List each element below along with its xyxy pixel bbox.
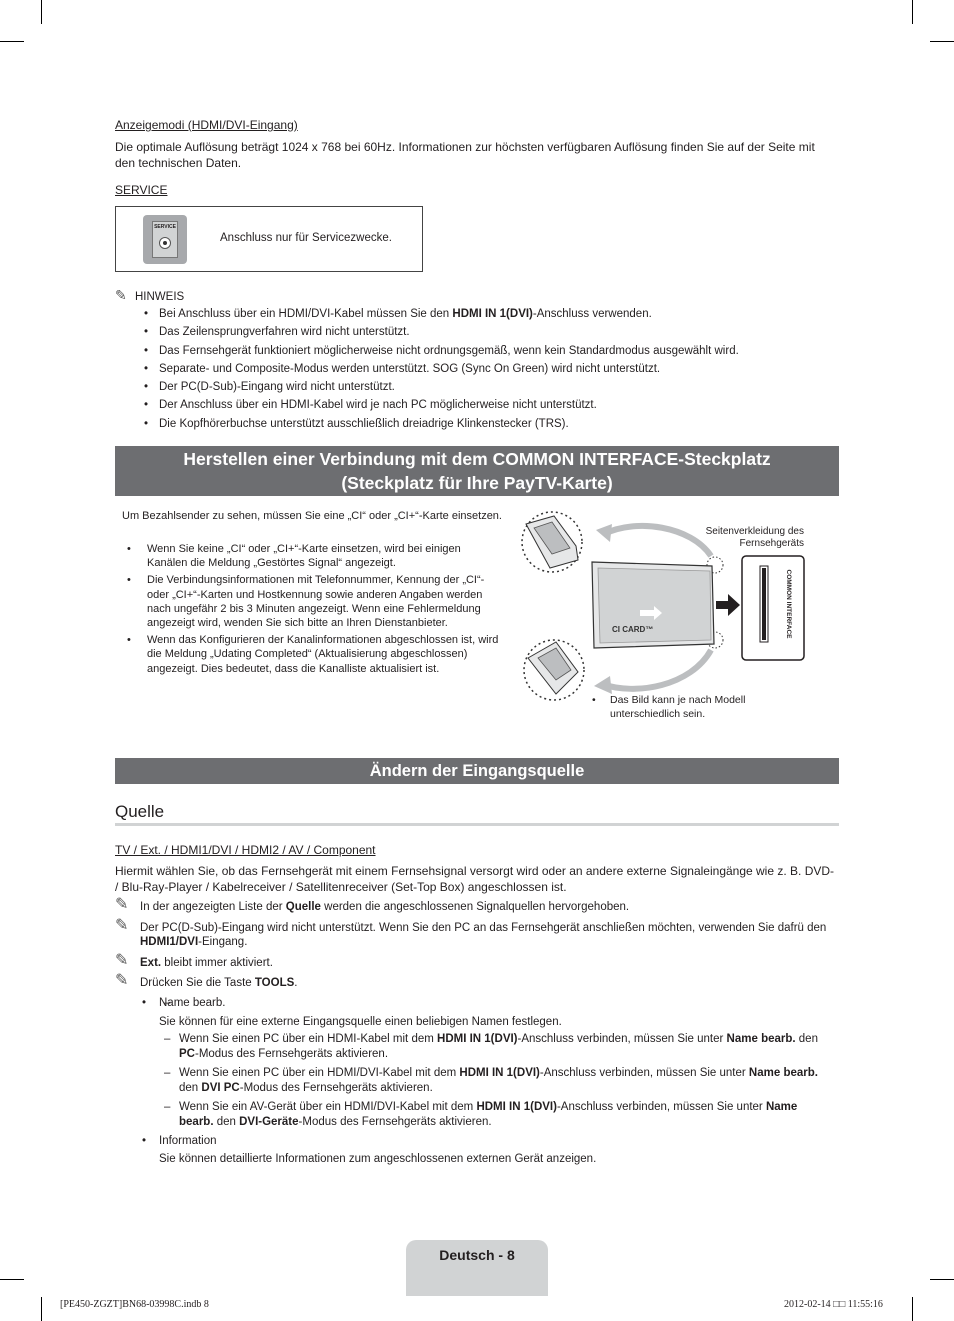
side-panel-label-line2: Fernsehgeräts [739,538,804,549]
bold-term: HDMI IN 1(DVI) [476,1101,557,1113]
bold-term: HDMI IN 1(DVI) [437,1033,518,1045]
bold-term: HDMI1/DVI [140,936,199,948]
ci-bullet-item: Wenn das Konfigurieren der Kanalinformationen abgeschlossen ist, wird die Meldung „Udating Completed“ (Aktualisierung abgeschlossen) angezeigt. Dies bedeutet, dass die Kanalliste aktualisiert ist. • [127,634,499,675]
hinweis-item [115,417,839,432]
service-port-icon [143,215,187,264]
text-run: bleibt immer aktiviert. [161,956,273,969]
text-run: Der PC(D-Sub)-Eingang wird nicht unterstützt. [159,381,395,394]
ci-section-header [115,446,839,496]
input-note [115,951,839,971]
bullet-dot: • [127,634,131,647]
service-heading: SERVICE [115,183,168,197]
text-run: Der Anschluss über ein HDMI-Kabel wird je nach PC möglicherweise nicht unterstützt. [159,399,597,412]
ci-card-label: CI CARD™ [612,625,654,634]
input-notes [115,896,839,997]
text-run: Das Fernsehgerät funktioniert möglicherweise nicht ordnungsgemäß, wenn kein Standardmodus ausgewählt wird. [159,344,739,357]
tv-side-panel [742,556,804,660]
bullet-dot: • [127,543,131,555]
page-number-tab [406,1240,548,1296]
crop-mark [0,1279,24,1280]
bold-term: DVI-Geräte [239,1116,299,1128]
hinweis-item [115,307,839,322]
hinweis-item [115,362,839,377]
crop-mark [930,41,954,42]
text-run: Wenn Sie einen PC über ein HDMI-Kabel mit dem [179,1033,438,1045]
information-text: Sie können detaillierte Informationen zum angeschlossenen externen Gerät anzeigen. [159,1153,597,1165]
bold-term: HDMI IN 1(DVI) [459,1067,540,1079]
crop-mark [41,1297,42,1321]
name-edit-text: Sie können für eine externe Eingangsquelle einen beliebigen Namen festlegen. [159,1016,562,1028]
page-number: Deutsch - 8 [439,1247,515,1263]
text-run: Drücken Sie die Taste [140,977,255,989]
text-run: In der angezeigten Liste der [140,901,286,913]
input-note [115,916,839,950]
sources-heading: TV / Ext. / HDMI1/DVI / HDMI2 / AV / Component [115,843,376,857]
pencil-note-icon: ✎ [115,896,129,913]
sources-intro: Hiermit wählen Sie, ob das Fernsehgerät mit einem Fernsehsignal versorgt wird oder an andere externe Signaleingänge wie z. B. DVD- / Blu-Ray-Player / Kabelreceiver / Satellitenreceiver (Set-Top Box) angeschlossen ist. [115,864,835,894]
text-run: den [213,1116,240,1128]
timestamp: 2012-02-14 □□ 11:55:16 [784,1299,883,1310]
hinweis-item [115,344,839,359]
name-edit-item: – • Name bearb. [115,996,839,1011]
hinweis-heading: HINWEIS [135,291,185,303]
hinweis-item [115,380,839,395]
quelle-divider [115,823,839,826]
bold-term: Name bearb. [179,1101,798,1128]
pencil-note-icon: ✎ [115,972,129,989]
figure-caption: • Das Bild kann je nach Modell unterschiedlich sein. [592,694,746,720]
crop-mark [912,1297,913,1321]
bold-term: PC [179,1048,195,1060]
ci-intro: Um Bezahlsender zu sehen, müssen Sie eine „CI“ oder „CI+“-Karte einsetzen. [122,510,502,522]
text-run: Die Kopfhörerbuchse unterstützt ausschließlich dreiadrige Klinkenstecker (TRS). [159,417,569,430]
input-section-header: Ändern der Eingangsquelle [115,758,839,784]
pencil-note-icon: ✎ [115,951,129,969]
text-run: -Anschluss verbinden, müssen Sie unter [517,1033,727,1045]
hinweis-list [115,307,839,435]
crop-mark [0,41,24,42]
ci-bullet-list [122,542,502,679]
text-run: -Anschluss verbinden, müssen Sie unter [539,1067,749,1079]
hinweis-item [115,325,839,340]
text-run: -Modus des Fernsehgeräts aktivieren. [298,1116,492,1128]
side-panel-label [700,526,804,550]
file-info: [PE450-ZGZT]BN68-03998C.indb 8 [60,1299,209,1310]
text-run: werden die angeschlossenen Signalquellen hervorgehoben. [320,901,630,913]
display-modes-text: Die optimale Auflösung beträgt 1024 x 768 bei 60Hz. Informationen zur höchsten verfügbaren Auflösung finden Sie auf der Seite mit den technischen Daten. [115,140,815,170]
text-run: Das Zeilensprungverfahren wird nicht unterstützt. [159,326,410,339]
common-interface-slot-label: COMMON INTERFACE [785,569,792,639]
curved-arrow-bottom [602,650,711,689]
text-run: -Modus des Fernsehgeräts aktivieren. [194,1048,389,1060]
ci-card [592,562,714,648]
text-run: Separate- und Composite-Modus werden unterstützt. SOG (Sync On Green) wird nicht unterstützt. [159,362,661,375]
ci-bullet-item: Wenn Sie keine „CI“ oder „CI+“-Karte einsetzen, wird bei einigen Kanälen die Meldung „Gestörtes Signal“ angezeigt. • [127,543,461,570]
display-modes-heading: Anzeigemodi (HDMI/DVI-Eingang) [115,118,298,132]
card-corner-top-detail [526,516,578,568]
name-edit-dash-item [115,1100,839,1130]
crop-mark [912,0,913,24]
figure-caption-text: Das Bild kann je nach Modell unterschiedlich sein. [610,694,746,720]
text-run: -Anschluss verbinden, müssen Sie unter [556,1101,766,1113]
bold-term: Ext. [140,956,162,969]
information-item: • Information [142,1135,217,1147]
name-edit-dash-item [115,1032,839,1062]
bold-term: Name bearb. [726,1033,796,1045]
bold-term: HDMI IN 1(DVI) [452,308,533,320]
text-run: Der PC(D-Sub)-Eingang wird nicht unterstützt. Wenn Sie den PC an das Fernsehgerät anschließen möchten, verwenden Sie dafrü den [140,921,827,934]
curved-arrow-top [604,526,711,556]
ci-bullet-item: Die Verbindungsinformationen mit Telefonnummer, Kennung der „CI“- oder „CI+“-Karten und Hostkennung sowie anderen Angaben werden nach ungefähr 2 bis 3 Minuten angezeigt. Wenn eine Fehlermeldung angezeigt wird, wenden Sie sich bitte an Ihren Dienstanbieter. • [127,574,485,630]
bold-term: DVI PC [201,1082,240,1094]
text-run: Bei Anschluss über ein HDMI/DVI-Kabel müssen Sie den [159,308,453,320]
ci-title-line2: (Steckplatz für Ihre PayTV-Karte) [341,473,613,493]
service-port-label: SERVICE [154,224,176,230]
text-run: . [294,977,298,989]
information-label: Information [159,1135,217,1147]
ci-title-line1: Herstellen einer Verbindung mit dem COMMON INTERFACE-Steckplatz [183,449,771,469]
hinweis-heading-row [115,288,184,305]
card-corner-bottom-detail [528,642,578,694]
crop-mark [930,1279,954,1280]
text-run: den [795,1033,818,1045]
input-note [115,896,839,915]
name-edit-block [115,996,839,1167]
text-run: den [179,1082,202,1094]
pencil-note-icon: ✎ [115,287,127,303]
name-edit-dash-item [115,1066,839,1096]
crop-mark [41,0,42,24]
side-panel-label-line1: Seitenverkleidung des [705,526,804,537]
insert-arrow-icon [716,594,740,616]
quelle-heading: Quelle [115,802,165,821]
text-run: -Eingang. [198,936,248,948]
service-description: Anschluss nur für Servicezwecke. [220,232,392,244]
text-run: -Anschluss verwenden. [532,308,652,320]
bold-term: Quelle [285,901,321,913]
service-box [115,206,423,272]
text-run: Wenn Sie einen PC über ein HDMI/DVI-Kabel mit dem [179,1067,460,1079]
hinweis-item [115,398,839,413]
bold-term: TOOLS [254,977,295,989]
text-run: Wenn Sie ein AV-Gerät über ein HDMI/DVI-Kabel mit dem [179,1101,477,1113]
text-run: -Modus des Fernsehgeräts aktivieren. [239,1082,433,1094]
bold-term: Name bearb. [748,1067,818,1079]
input-note [115,972,839,991]
bullet-dot: • [127,574,131,587]
pencil-note-icon: ✎ [115,916,129,934]
name-edit-dashes [115,1032,839,1130]
name-edit-label: Name bearb. [159,997,226,1009]
